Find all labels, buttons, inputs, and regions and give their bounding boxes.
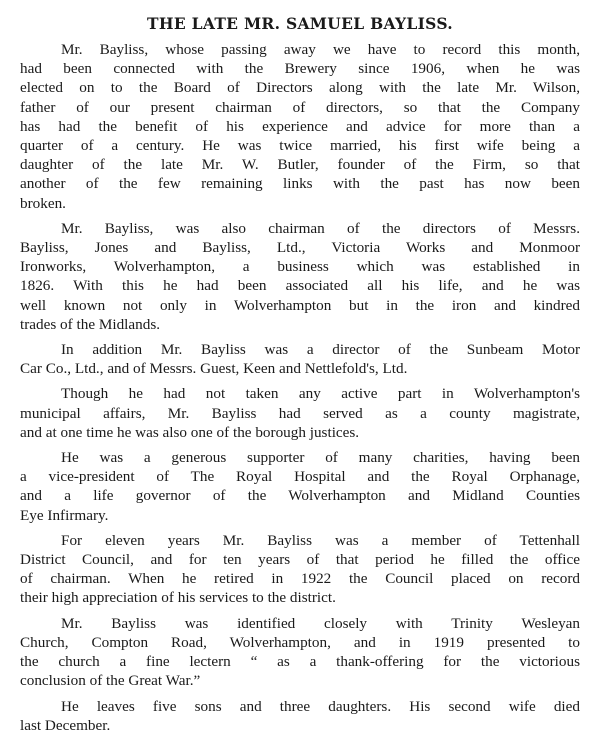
text-line: the church a fine lectern “ as a thank-offering for the victorious <box>20 653 580 671</box>
text-line: Eye Infirmary. <box>20 506 109 524</box>
text-line: municipal affairs, Mr. Bayliss had served as a county magistrate, <box>20 404 580 422</box>
paragraph <box>20 384 580 442</box>
article-title: THE LATE MR. SAMUEL BAYLISS. <box>147 14 453 33</box>
text-line: District Council, and for ten years of that period he filled the office <box>20 551 580 569</box>
text-line: last December. <box>20 716 111 734</box>
text-line: has had the benefit of his experience and advice for more than a <box>20 117 580 135</box>
text-line: father of our present chairman of directors, so that the Company <box>20 98 580 116</box>
text-line: elected on to the Board of Directors along with the late Mr. Wilson, <box>20 79 580 97</box>
text-line: He leaves five sons and three daughters. His second wife died <box>61 697 580 715</box>
text-line: 1826. With this he had been associated all his life, and he was <box>20 277 580 295</box>
text-line: Mr. Bayliss, was also chairman of the directors of Messrs. <box>61 219 580 237</box>
text-line: of chairman. When he retired in 1922 the Council placed on record <box>20 570 580 588</box>
text-line: quarter of a century. He was twice married, his first wife being a <box>20 137 580 155</box>
text-line: Mr. Bayliss was identified closely with Trinity Wesleyan <box>61 614 580 632</box>
text-line: had been connected with the Brewery since 1906, when he was <box>20 60 580 78</box>
text-line: Though he had not taken any active part in Wolverhampton's <box>61 385 580 403</box>
text-line: and a life governor of the Wolverhampton and Midland Counties <box>20 487 580 505</box>
text-line: Church, Compton Road, Wolverhampton, and in 1919 presented to <box>20 633 580 651</box>
article-body <box>20 40 580 735</box>
text-line: their high appreciation of his services to the district. <box>20 589 336 607</box>
text-line: well known not only in Wolverhampton but in the iron and kindred <box>20 296 580 314</box>
text-line: broken. <box>20 194 66 212</box>
paragraph <box>20 614 580 691</box>
paragraph <box>20 340 580 378</box>
text-line: He was a generous supporter of many charities, having been <box>61 449 580 467</box>
text-line: and at one time he was also one of the borough justices. <box>20 423 360 441</box>
text-line: Bayliss, Jones and Bayliss, Ltd., Victoria Works and Monmoor <box>20 239 580 257</box>
text-line: Mr. Bayliss, whose passing away we have to record this month, <box>61 41 580 58</box>
text-line: trades of the Midlands. <box>20 315 161 333</box>
paragraph <box>20 448 580 525</box>
text-line: another of the few remaining links with the past has now been <box>20 175 580 193</box>
text-line: Ironworks, Wolverhampton, a business which was established in <box>20 258 580 276</box>
text-line: a vice-president of The Royal Hospital and the Royal Orphanage, <box>20 468 580 486</box>
paragraph <box>20 697 580 735</box>
text-line: In addition Mr. Bayliss was a director of the Sunbeam Motor <box>61 341 580 359</box>
paragraph <box>20 531 580 608</box>
paragraph <box>20 219 580 334</box>
text-line: conclusion of the Great War.” <box>20 672 201 690</box>
text-line: daughter of the late Mr. W. Butler, founder of the Firm, so that <box>20 156 580 174</box>
paragraph <box>20 40 580 213</box>
text-line: For eleven years Mr. Bayliss was a member of Tettenhall <box>61 531 580 549</box>
text-line: Car Co., Ltd., and of Messrs. Guest, Keen and Nettlefold's, Ltd. <box>20 360 408 378</box>
